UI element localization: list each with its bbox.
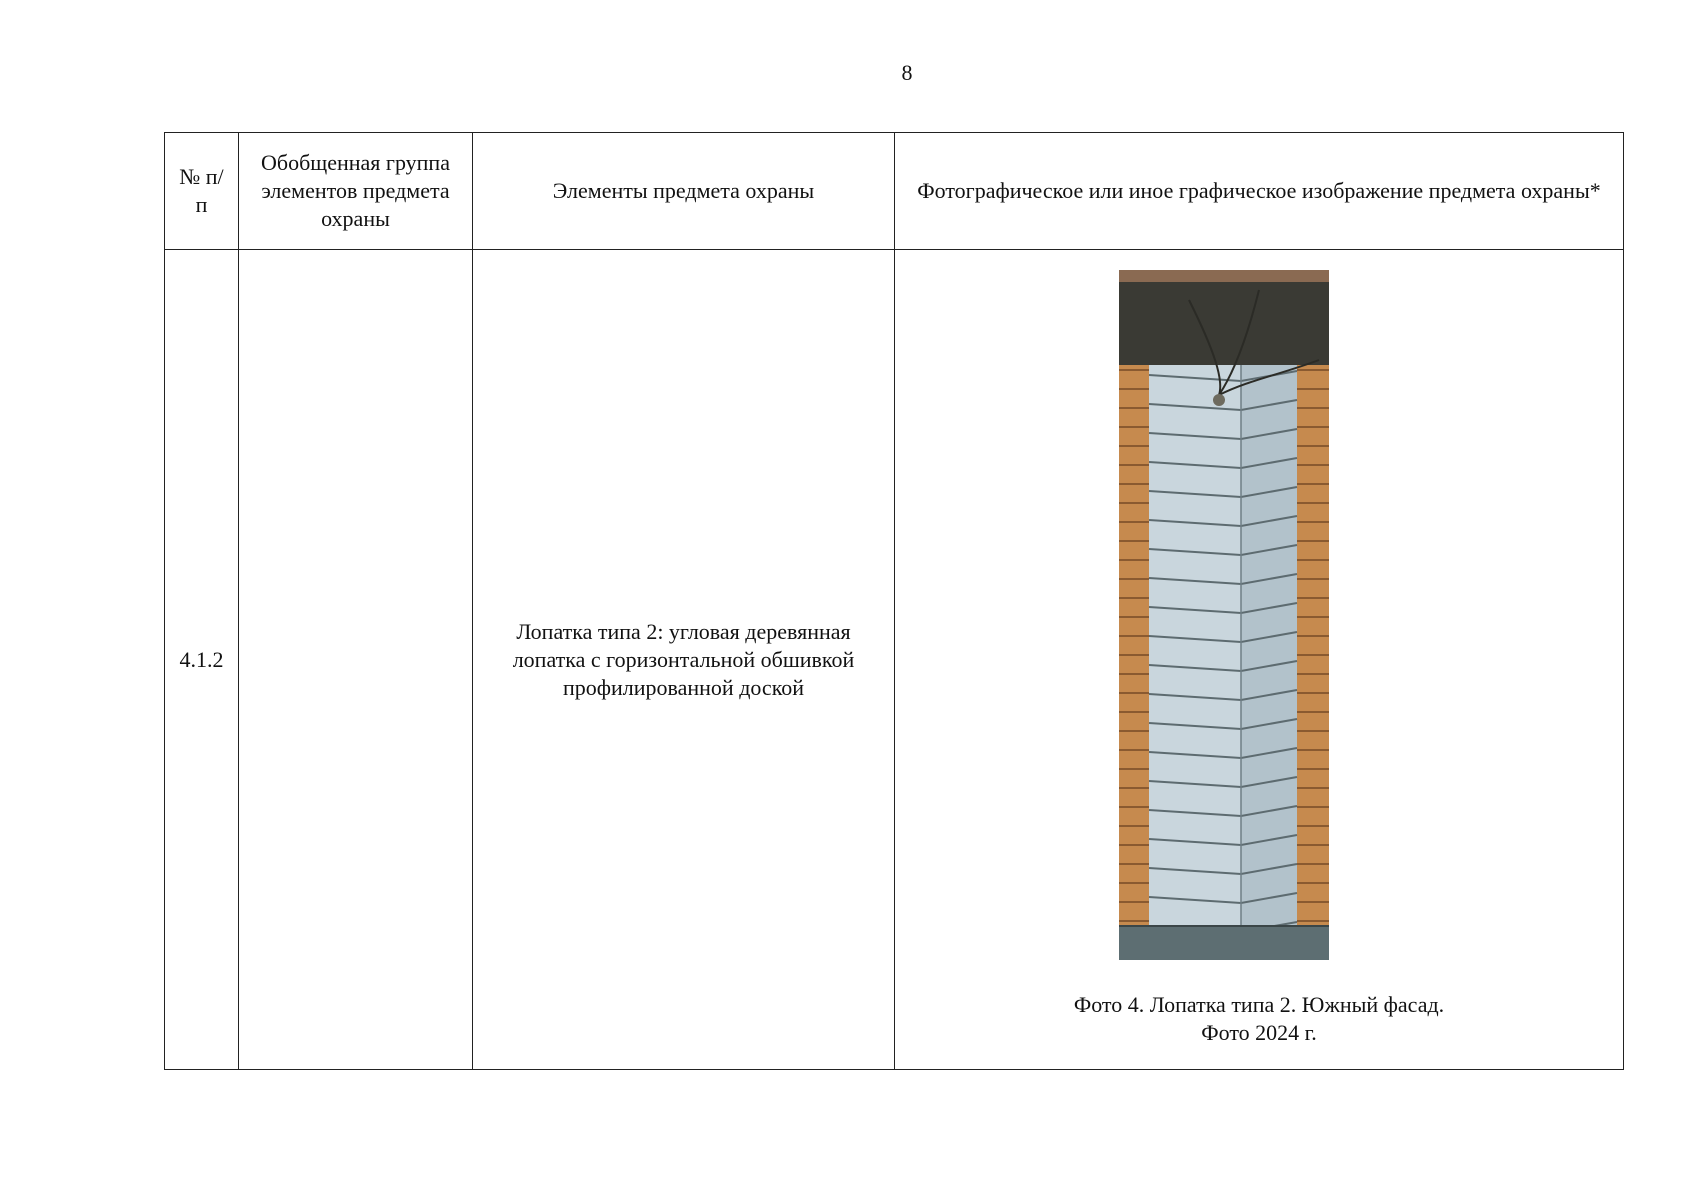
row-photo-cell bbox=[895, 250, 1624, 1070]
photo-caption-line1: Фото 4. Лопатка типа 2. Южный фасад. bbox=[1073, 992, 1445, 1017]
header-elements: Элементы предмета охраны bbox=[473, 133, 895, 250]
page-number: 8 bbox=[901, 60, 913, 85]
photo-caption-line2: Фото 2024 г. bbox=[1201, 1020, 1317, 1045]
row-num: 4.1.2 bbox=[165, 250, 239, 1070]
protection-elements-table bbox=[164, 132, 1624, 1070]
table-header-row bbox=[165, 133, 1624, 250]
table-row bbox=[165, 250, 1624, 1070]
header-photo: Фотографическое или иное графическое изображение предмета охраны* bbox=[895, 133, 1624, 250]
wire-insulator bbox=[1213, 394, 1225, 406]
corner-pilaster-image bbox=[1119, 270, 1329, 960]
base-flashing bbox=[1119, 925, 1329, 960]
row-group bbox=[239, 250, 473, 1070]
corner-board-side bbox=[1241, 365, 1297, 945]
row-element: Лопатка типа 2: угловая деревянная лопатка с горизонтальной обшивкой профилированной доской bbox=[473, 250, 895, 1070]
header-group: Обобщенная группа элементов предмета охраны bbox=[239, 133, 473, 250]
eave-edge bbox=[1119, 270, 1329, 282]
corner-pilaster-photo bbox=[1119, 270, 1329, 960]
photo-caption bbox=[895, 991, 1623, 1047]
header-num: № п/п bbox=[165, 133, 239, 250]
eave-shadow bbox=[1119, 270, 1329, 365]
